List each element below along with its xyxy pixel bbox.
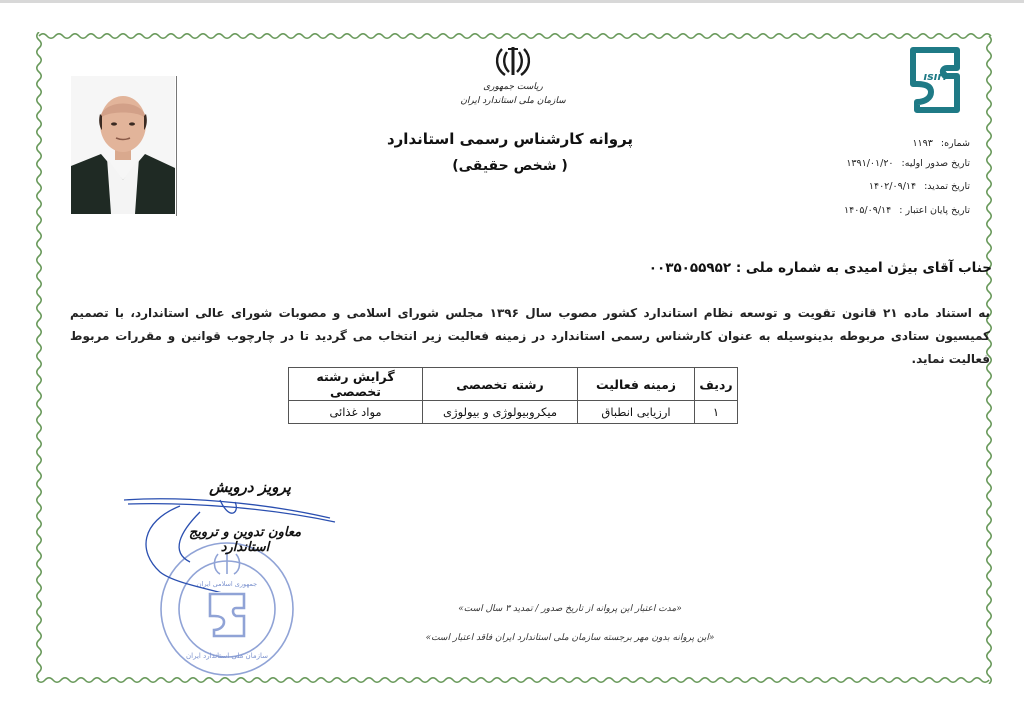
meta-number-label: شماره: xyxy=(940,138,970,149)
cell-activity-field: ارزیابی انطباق xyxy=(578,401,695,424)
meta-issue-date xyxy=(846,158,970,169)
border-side-3 xyxy=(37,32,41,680)
table-header-row xyxy=(289,368,738,401)
meta-renewal-label: تاریخ تمدید: xyxy=(924,181,970,192)
svg-text:ısıri: ısıri xyxy=(923,70,947,83)
table-row xyxy=(289,401,738,424)
scan-edge xyxy=(0,0,1024,3)
iran-emblem-icon xyxy=(493,44,533,80)
header-specialty-branch: گرایش رشته تخصصی xyxy=(289,368,423,401)
document-title: پروانه کارشناس رسمی استاندارد xyxy=(386,130,634,148)
meta-issue-label: تاریخ صدور اولیه: xyxy=(901,158,970,169)
validity-note: «مدت اعتبار این پروانه از تاریخ صدور / تمدید ۳ سال است» xyxy=(458,604,682,614)
signatory-name: پرویز درویش xyxy=(209,478,291,496)
embossed-seal-note: «این پروانه بدون مهر برجسته سازمان ملی استاندارد ایران فاقد اعتبار است» xyxy=(425,633,715,643)
header-activity-field: زمینه فعالیت xyxy=(578,368,695,401)
meta-renewal-value: ۱۴۰۲/۰۹/۱۴ xyxy=(868,181,917,192)
cell-specialty: میکروبیولوژی و بیولوژی xyxy=(423,401,578,424)
meta-number-value: ۱۱۹۳ xyxy=(912,138,933,149)
document-subtitle: ( شخص حقیقی) xyxy=(452,158,568,174)
meta-expiry-date xyxy=(844,205,970,216)
license-body-text: به استناد ماده ۲۱ قانون تقویت و توسعه نظام استاندارد کشور مصوب سال ۱۳۹۶ مجلس شورای اسلامی و مصوبات شورای عالی استاندارد، با تصمیم کمیسیون ستادی مربوطه بدینوسیله به عنوان کارشناس رسمی استاندارد در زمینه فعالیت زیر انتخاب می گردید تا در چارچوب قوانین و مقررات مربوط فعالیت نماید. xyxy=(70,306,990,366)
emblem-caption-organization: سازمان ملی استاندارد ایران xyxy=(460,96,566,106)
emblem-caption-presidency: ریاست جمهوری xyxy=(483,82,543,92)
meta-expiry-value: ۱۴۰۵/۰۹/۱۴ xyxy=(844,205,892,216)
stamp-text-bottom: سازمان ملی استاندارد ایران xyxy=(186,652,268,660)
isiri-logo-icon xyxy=(905,44,965,116)
addressee-line: جناب آقای بیژن امیدی به شماره ملی : ۰۰۳۵۰۵۵۹۵۲ xyxy=(648,260,992,276)
border-side-2 xyxy=(37,678,989,682)
header-row-number: ردیف xyxy=(695,368,738,401)
meta-issue-value: ۱۳۹۱/۰۱/۲۰ xyxy=(846,158,894,169)
cell-specialty-branch: مواد غذائی xyxy=(289,401,423,424)
cell-row-number: ۱ xyxy=(695,401,738,424)
photo-edge xyxy=(176,76,177,216)
portrait-photo xyxy=(71,76,175,214)
border-side-0 xyxy=(39,34,991,38)
signatory-title: معاون تدوین و ترویج استاندارد xyxy=(188,525,302,555)
stamp-text-top: جمهوری اسلامی ایران xyxy=(196,580,258,588)
header-specialty: رشته تخصصی xyxy=(423,368,578,401)
meta-renewal-date xyxy=(869,181,970,192)
activity-table xyxy=(288,367,738,424)
meta-expiry-label: تاریخ پایان اعتبار : xyxy=(899,205,970,216)
meta-number xyxy=(912,138,970,149)
